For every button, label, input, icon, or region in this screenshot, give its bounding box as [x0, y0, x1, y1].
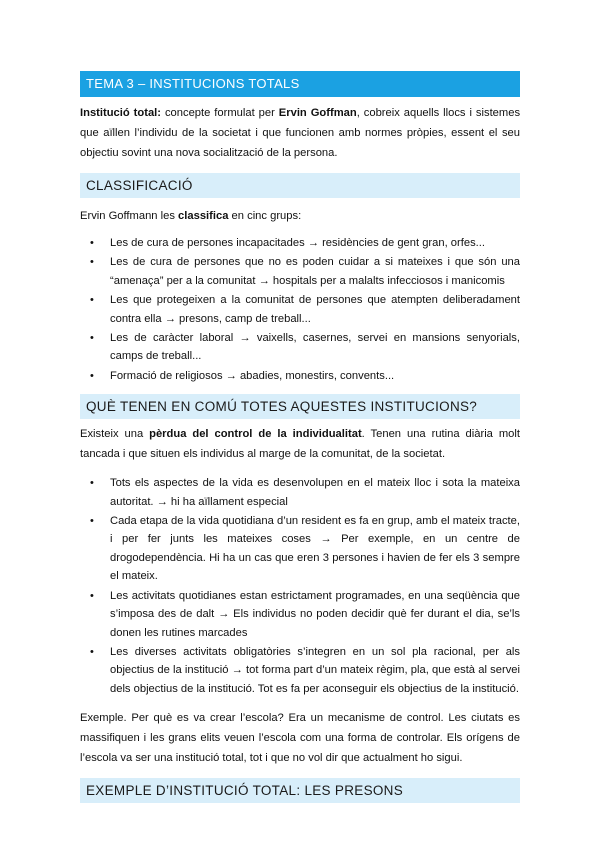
- list-item-text: Tots els aspectes de la vida es desenvolupen en el mateix lloc i sota la mateixa autoritat. → hi ha aïllament especial: [110, 477, 520, 508]
- list-item-text: Cada etapa de la vida quotidiana d’un resident es fa en grup, amb el mateix tracte, i per fer junts les mateixes coses → Per exemple, en un centre de drogodependència. Hi ha un cas que eren 3 persones i havien de fer els 3 sempre el mateix.: [110, 515, 520, 583]
- classificacio-list: [80, 234, 520, 385]
- list-item: [80, 253, 520, 290]
- intro-term: Institució total:: [80, 107, 162, 119]
- list-item-text: Les activitats quotidianes estan estrictament programades, en una seqüència que s’imposa des de dalt → Els individus no poden decidir què fer durant el dia, se’ls donen les rutines marcades: [110, 589, 520, 639]
- list-item: [80, 291, 520, 328]
- bullet-icon: •: [90, 256, 94, 269]
- list-item: [80, 512, 520, 586]
- list-item: [80, 587, 520, 642]
- list-item-text: Les de cura de persones que no es poden cuidar a si mateixes i que són una “amenaça” per a la comunitat → hospitals per a malalts infecciosos i manicomis: [110, 256, 520, 287]
- list-item-text: Les de cura de persones incapacitades → residències de gent gran, orfes...: [110, 237, 486, 249]
- comu-paragraph: [80, 424, 520, 464]
- example-paragraph: Exemple. Per què es va crear l’escola? Era un mecanisme de control. Les ciutats es massifiquen i les grans elits veuen l’escola com una forma de controlar. Els orígens de l’escola va ser una institució total, tot i que no vol dir que actualment ho sigui.: [80, 712, 520, 765]
- list-item-text: Les diverses activitats obligatòries s’integren en un sol pla racional, per als objectius de la institució → tot forma part d’un mateix règim, pla, que està al servei dels objectius de la institució. Tot es fa per aconseguir els objectius de la institució.: [110, 645, 520, 695]
- list-item: [80, 643, 520, 698]
- intro-paragraph: [80, 103, 520, 163]
- list-item-text: Les que protegeixen a la comunitat de persones que atempten deliberadament contra ella → presons, camp de treball...: [110, 294, 520, 325]
- intro-author: Ervin Goffman: [278, 107, 357, 119]
- classificacio-heading: CLASSIFICACIÓ: [80, 173, 520, 198]
- bullet-icon: •: [90, 237, 94, 249]
- bullet-icon: •: [90, 645, 94, 658]
- comu-list: [80, 474, 520, 698]
- bullet-icon: •: [90, 515, 94, 528]
- bullet-icon: •: [90, 477, 94, 490]
- document-page: [80, 71, 520, 803]
- list-item-text: Formació de religiosos → abadies, monestirs, convents...: [110, 369, 395, 382]
- list-item-text: Les de caràcter laboral → vaixells, casernes, servei en mansions senyorials, camps de treball...: [110, 332, 520, 363]
- list-item: [80, 234, 520, 252]
- comu-heading: QUÈ TENEN EN COMÚ TOTES AQUESTES INSTITUCIONS?: [80, 394, 520, 419]
- list-item: [80, 367, 520, 385]
- classificacio-lead-text-b: en cinc grups:: [228, 210, 302, 222]
- comu-text-b: . Tenen una rutina diària molt tancada i que situen els individus al marge de la comunitat, de la societat.: [80, 428, 520, 461]
- intro-text-1: concepte formulat per: [161, 107, 279, 119]
- classificacio-lead-text-a: Ervin Goffmann les: [80, 210, 179, 222]
- classificacio-lead: [80, 206, 520, 226]
- comu-bold: pèrdua del control de la individualitat: [149, 428, 362, 441]
- bullet-icon: •: [90, 294, 94, 307]
- list-item: [80, 329, 520, 366]
- page-title: TEMA 3 – INSTITUCIONS TOTALS: [80, 71, 520, 97]
- bullet-icon: •: [90, 369, 94, 382]
- classificacio-lead-bold: classifica: [178, 210, 229, 222]
- comu-text-a: Existeix una: [80, 428, 150, 441]
- exemple-heading: EXEMPLE D’INSTITUCIÓ TOTAL: LES PRESONS: [80, 778, 520, 803]
- bullet-icon: •: [90, 589, 94, 602]
- list-item: [80, 474, 520, 511]
- intro-text-2: , cobreix aquells llocs i sistemes que aïllen l’individu de la societat i que funcionen amb normes pròpies, essent el seu objectiu sovint una nova socialització de la persona.: [80, 107, 521, 159]
- bullet-icon: •: [90, 332, 94, 345]
